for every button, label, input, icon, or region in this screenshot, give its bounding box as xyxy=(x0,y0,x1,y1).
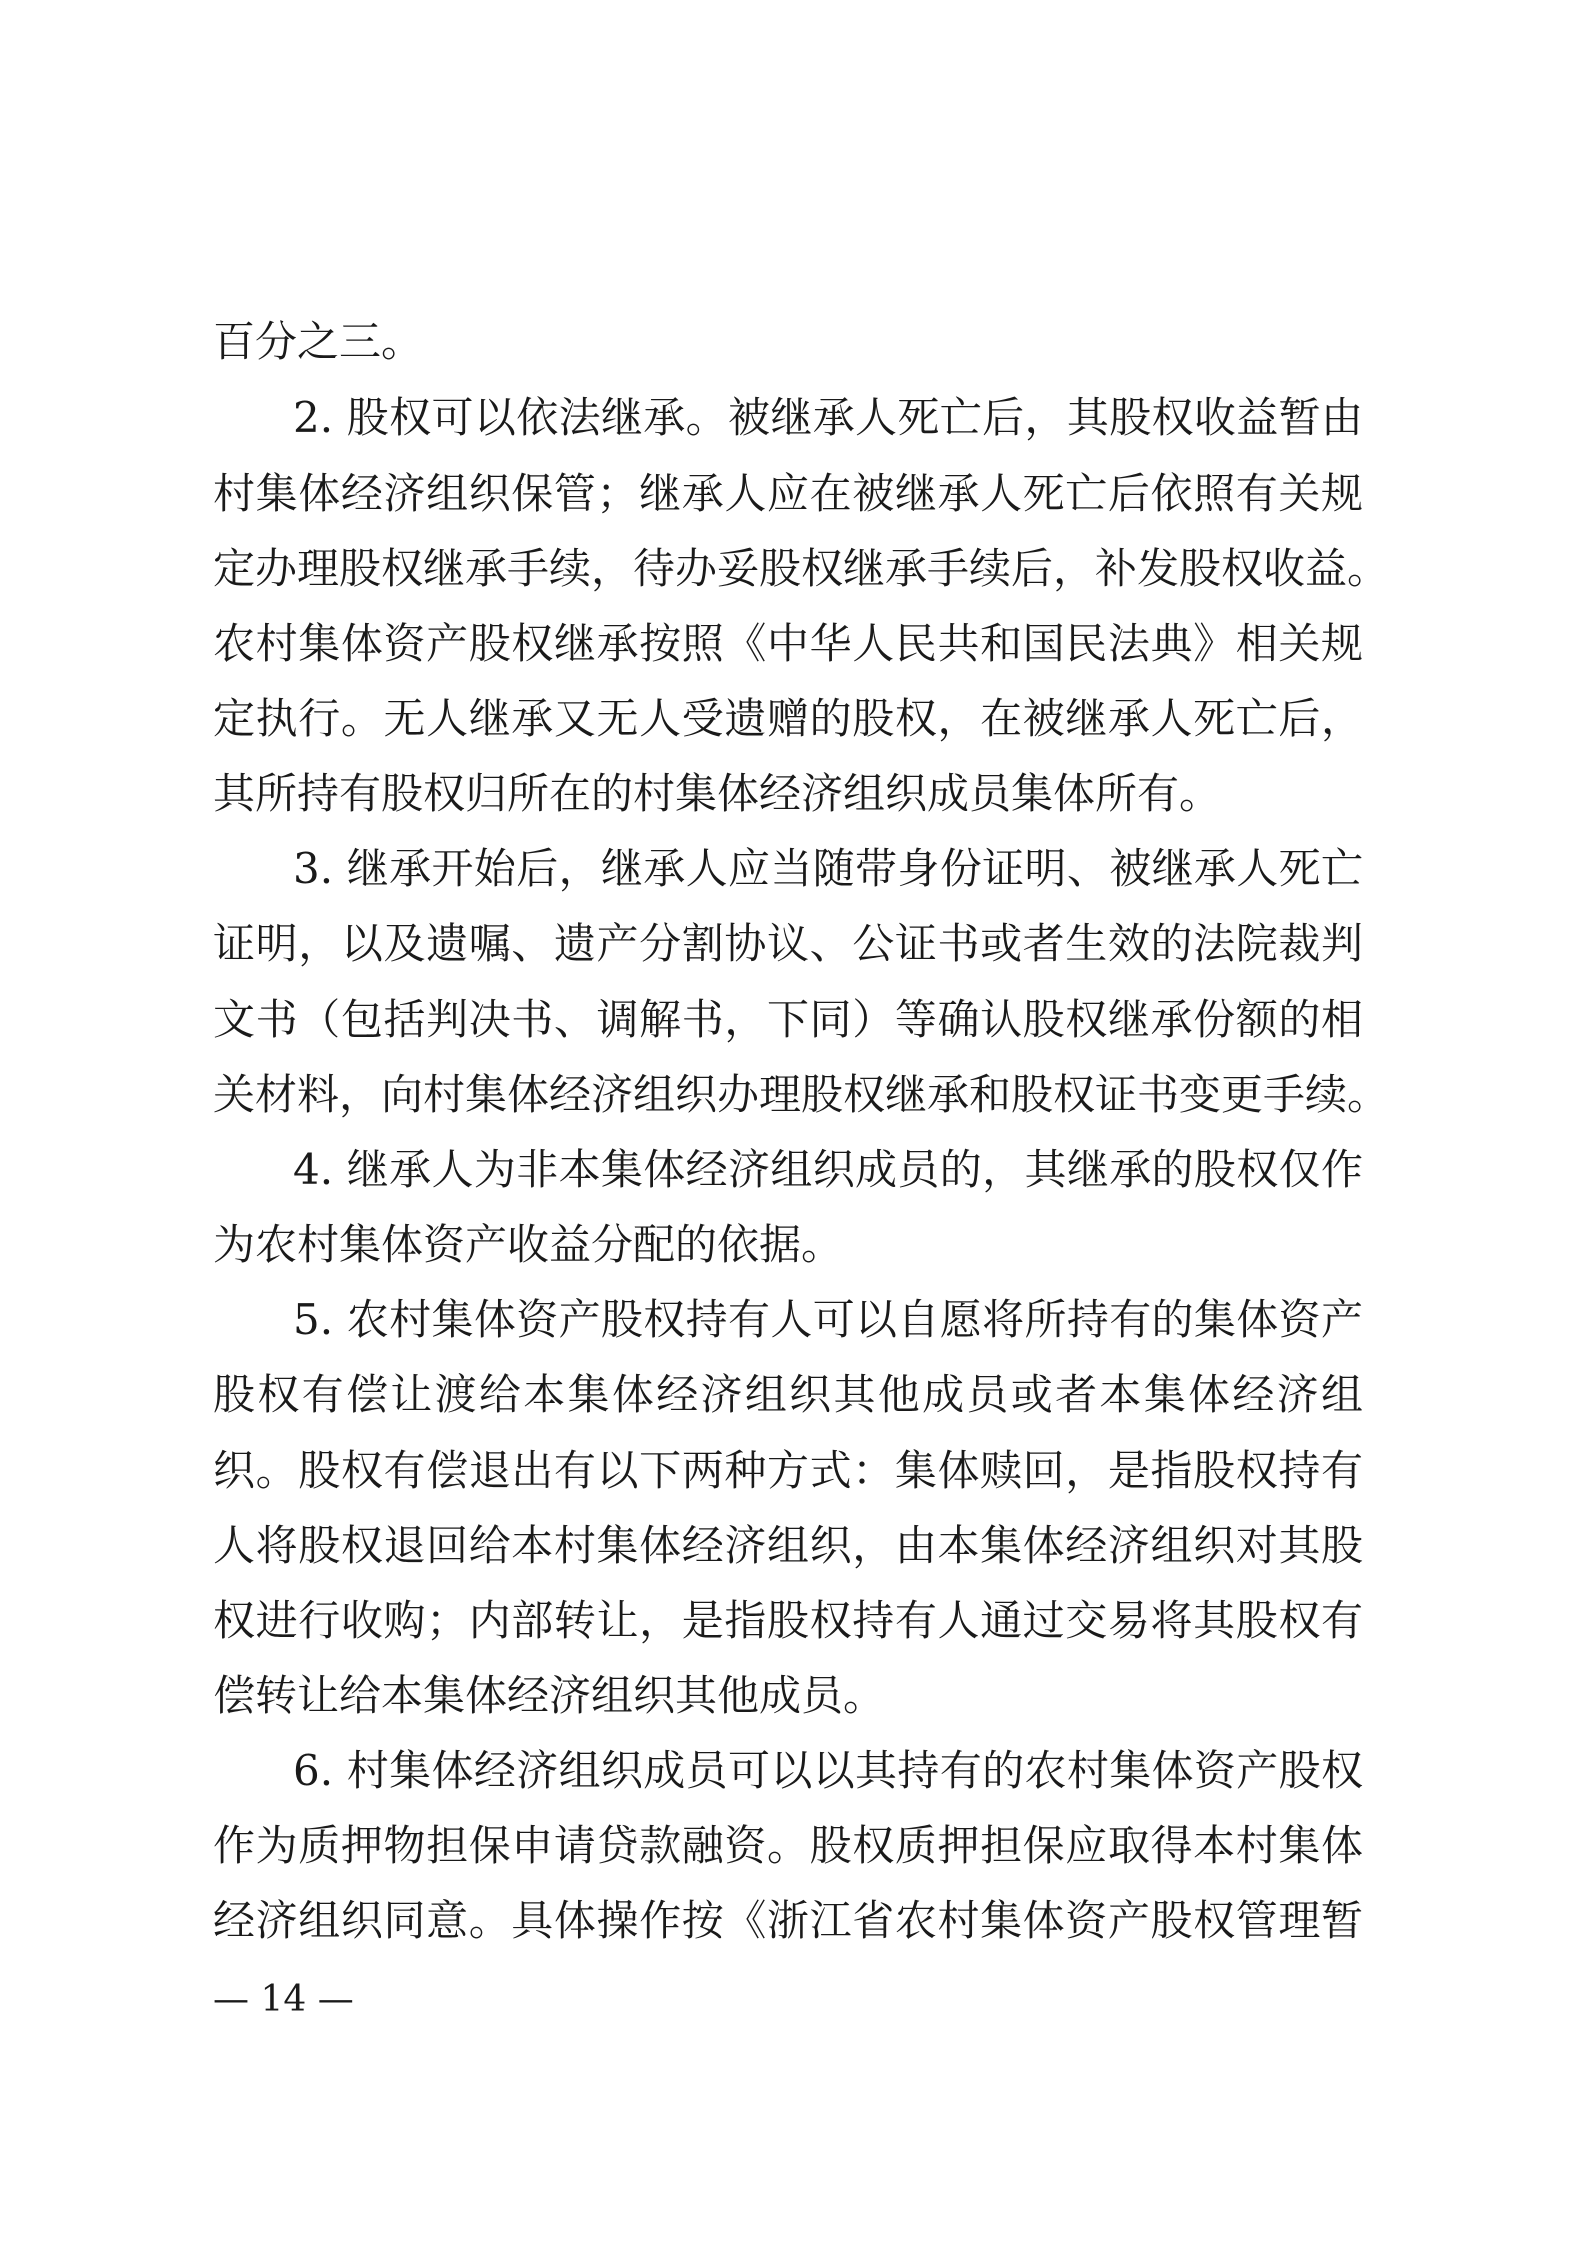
text-line-15: 股权有偿让渡给本集体经济组织其他成员或者本集体经济组 xyxy=(213,1370,1363,1419)
text-line-16: 织。股权有偿退出有以下两种方式：集体赎回，是指股权持有 xyxy=(213,1446,1363,1495)
text-line-19: 偿转让给本集体经济组织其他成员。 xyxy=(213,1671,886,1720)
text-line-12: 4. 继承人为非本集体经济组织成员的，其继承的股权仅作 xyxy=(293,1145,1363,1194)
text-line-10: 文书（包括判决书、调解书，下同）等确认股权继承份额的相 xyxy=(213,995,1363,1044)
text-line-20: 6. 村集体经济组织成员可以以其持有的农村集体资产股权 xyxy=(293,1746,1363,1795)
text-line-14: 5. 农村集体资产股权持有人可以自愿将所持有的集体资产 xyxy=(293,1295,1363,1344)
text-line-8: 3. 继承开始后，继承人应当随带身份证明、被继承人死亡 xyxy=(293,844,1363,893)
text-line-2: 2. 股权可以依法继承。被继承人死亡后，其股权收益暂由 xyxy=(293,393,1363,442)
text-line-9: 证明，以及遗嘱、遗产分割协议、公证书或者生效的法院裁判 xyxy=(213,919,1363,968)
text-line-4: 定办理股权继承手续，待办妥股权继承手续后，补发股权收益。 xyxy=(213,544,1390,593)
text-line-17: 人将股权退回给本村集体经济组织，由本集体经济组织对其股 xyxy=(213,1521,1363,1570)
text-line-7: 其所持有股权归所在的村集体经济组织成员集体所有。 xyxy=(213,769,1222,818)
text-line-11: 关材料，向村集体经济组织办理股权继承和股权证书变更手续。 xyxy=(213,1070,1390,1119)
text-line-6: 定执行。无人继承又无人受遗赠的股权，在被继承人死亡后， xyxy=(213,694,1363,743)
text-line-5: 农村集体资产股权继承按照《中华人民共和国民法典》相关规 xyxy=(213,619,1363,668)
text-line-13: 为农村集体资产收益分配的依据。 xyxy=(213,1220,844,1269)
text-line-3: 村集体经济组织保管；继承人应在被继承人死亡后依照有关规 xyxy=(213,469,1363,518)
text-line-21: 作为质押物担保申请贷款融资。股权质押担保应取得本村集体 xyxy=(213,1821,1363,1870)
text-line-18: 权进行收购；内部转让，是指股权持有人通过交易将其股权有 xyxy=(213,1596,1363,1645)
text-line-1: 百分之三。 xyxy=(213,317,424,366)
text-line-22: 经济组织同意。具体操作按《浙江省农村集体资产股权管理暂 xyxy=(213,1896,1363,1945)
page-number: — 14 — xyxy=(213,1979,354,2020)
